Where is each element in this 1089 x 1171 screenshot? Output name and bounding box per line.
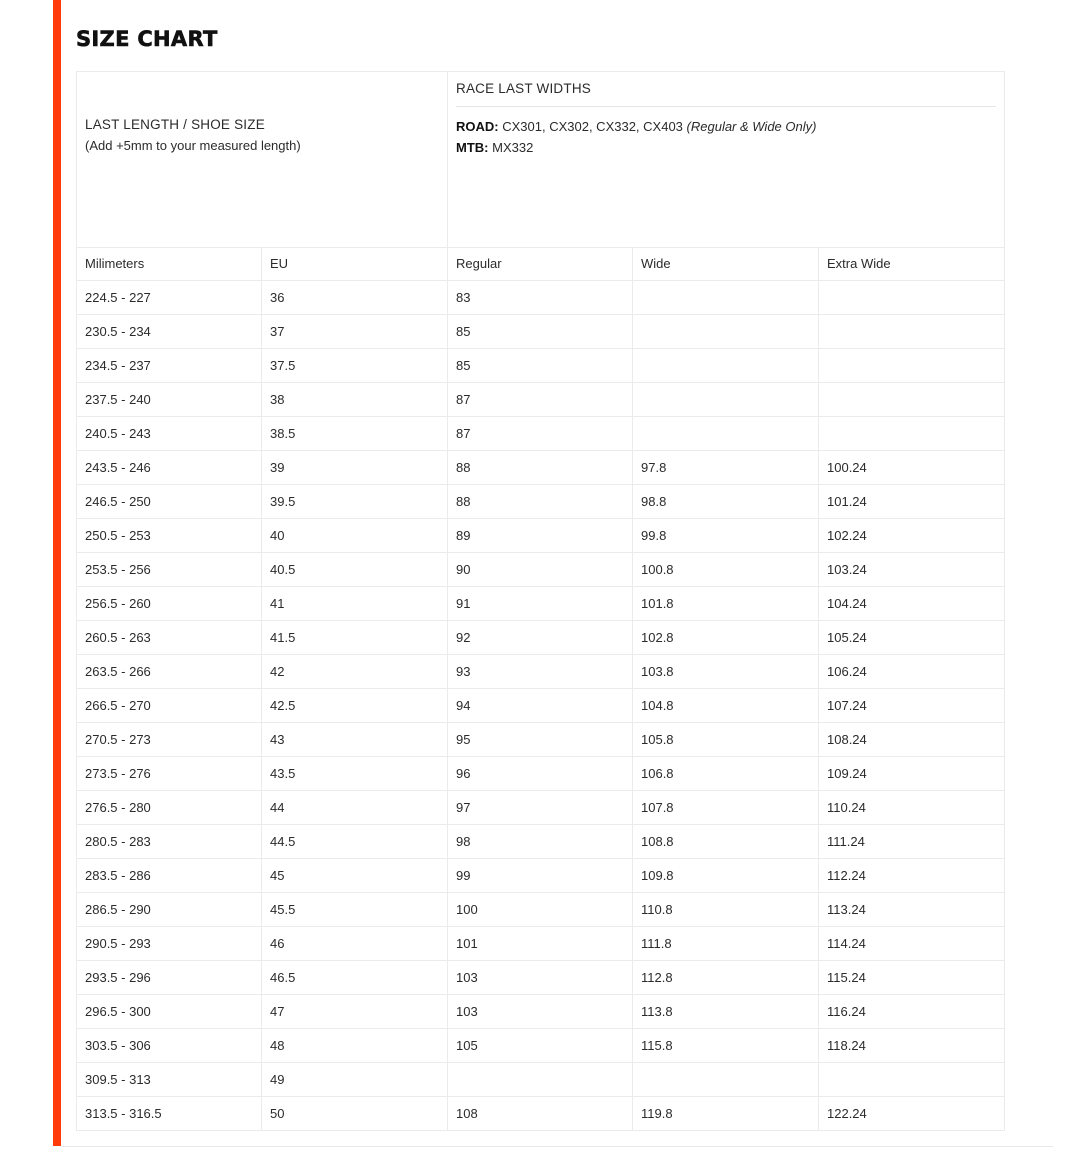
cell-milimeters: 230.5 - 234 bbox=[77, 315, 262, 349]
cell-extra-wide: 110.24 bbox=[819, 791, 1005, 825]
table-row bbox=[77, 451, 1005, 485]
cell-milimeters: 234.5 - 237 bbox=[77, 349, 262, 383]
cell-milimeters: 237.5 - 240 bbox=[77, 383, 262, 417]
mtb-label: MTB: bbox=[456, 140, 489, 155]
cell-eu: 38 bbox=[262, 383, 448, 417]
cell-regular: 96 bbox=[448, 757, 633, 791]
cell-wide: 115.8 bbox=[633, 1029, 819, 1063]
cell-regular: 103 bbox=[448, 961, 633, 995]
cell-eu: 44.5 bbox=[262, 825, 448, 859]
cell-regular: 92 bbox=[448, 621, 633, 655]
column-header-wide: Wide bbox=[633, 248, 819, 281]
cell-regular: 90 bbox=[448, 553, 633, 587]
cell-regular: 99 bbox=[448, 859, 633, 893]
cell-eu: 40 bbox=[262, 519, 448, 553]
cell-milimeters: 296.5 - 300 bbox=[77, 995, 262, 1029]
cell-eu: 37.5 bbox=[262, 349, 448, 383]
cell-milimeters: 256.5 - 260 bbox=[77, 587, 262, 621]
cell-wide: 105.8 bbox=[633, 723, 819, 757]
column-header-eu: EU bbox=[262, 248, 448, 281]
cell-extra-wide: 101.24 bbox=[819, 485, 1005, 519]
table-header-group-row bbox=[77, 72, 1005, 248]
cell-wide: 99.8 bbox=[633, 519, 819, 553]
cell-milimeters: 276.5 - 280 bbox=[77, 791, 262, 825]
cell-wide bbox=[633, 281, 819, 315]
cell-milimeters: 293.5 - 296 bbox=[77, 961, 262, 995]
cell-regular: 91 bbox=[448, 587, 633, 621]
cell-regular: 97 bbox=[448, 791, 633, 825]
cell-milimeters: 266.5 - 270 bbox=[77, 689, 262, 723]
table-row bbox=[77, 1063, 1005, 1097]
cell-milimeters: 263.5 - 266 bbox=[77, 655, 262, 689]
cell-milimeters: 286.5 - 290 bbox=[77, 893, 262, 927]
cell-wide: 109.8 bbox=[633, 859, 819, 893]
cell-extra-wide bbox=[819, 1063, 1005, 1097]
cell-extra-wide: 102.24 bbox=[819, 519, 1005, 553]
cell-milimeters: 303.5 - 306 bbox=[77, 1029, 262, 1063]
cell-regular: 95 bbox=[448, 723, 633, 757]
cell-wide: 100.8 bbox=[633, 553, 819, 587]
cell-eu: 42 bbox=[262, 655, 448, 689]
cell-regular: 88 bbox=[448, 451, 633, 485]
cell-extra-wide: 113.24 bbox=[819, 893, 1005, 927]
cell-eu: 36 bbox=[262, 281, 448, 315]
cell-eu: 46.5 bbox=[262, 961, 448, 995]
column-header-row bbox=[77, 248, 1005, 281]
cell-regular: 87 bbox=[448, 417, 633, 451]
cell-extra-wide: 111.24 bbox=[819, 825, 1005, 859]
cell-regular: 100 bbox=[448, 893, 633, 927]
table-row bbox=[77, 757, 1005, 791]
cell-milimeters: 250.5 - 253 bbox=[77, 519, 262, 553]
column-header-regular: Regular bbox=[448, 248, 633, 281]
cell-extra-wide: 122.24 bbox=[819, 1097, 1005, 1131]
cell-regular: 103 bbox=[448, 995, 633, 1029]
cell-wide: 110.8 bbox=[633, 893, 819, 927]
mtb-models: MX332 bbox=[492, 140, 534, 155]
cell-eu: 43.5 bbox=[262, 757, 448, 791]
road-label: ROAD: bbox=[456, 119, 499, 134]
cell-extra-wide: 109.24 bbox=[819, 757, 1005, 791]
cell-wide: 112.8 bbox=[633, 961, 819, 995]
cell-wide: 108.8 bbox=[633, 825, 819, 859]
cell-eu: 41.5 bbox=[262, 621, 448, 655]
cell-eu: 45.5 bbox=[262, 893, 448, 927]
cell-eu: 47 bbox=[262, 995, 448, 1029]
cell-wide: 113.8 bbox=[633, 995, 819, 1029]
cell-extra-wide: 107.24 bbox=[819, 689, 1005, 723]
last-length-note: (Add +5mm to your measured length) bbox=[85, 138, 301, 153]
cell-wide: 103.8 bbox=[633, 655, 819, 689]
cell-extra-wide bbox=[819, 417, 1005, 451]
cell-eu: 45 bbox=[262, 859, 448, 893]
race-widths-title: RACE LAST WIDTHS bbox=[456, 81, 996, 107]
cell-regular: 88 bbox=[448, 485, 633, 519]
table-row bbox=[77, 825, 1005, 859]
cell-milimeters: 270.5 - 273 bbox=[77, 723, 262, 757]
size-chart-table bbox=[76, 71, 1005, 1131]
cell-extra-wide bbox=[819, 315, 1005, 349]
cell-milimeters: 273.5 - 276 bbox=[77, 757, 262, 791]
cell-wide bbox=[633, 1063, 819, 1097]
table-row bbox=[77, 553, 1005, 587]
cell-wide: 102.8 bbox=[633, 621, 819, 655]
cell-eu: 44 bbox=[262, 791, 448, 825]
table-row bbox=[77, 315, 1005, 349]
cell-eu: 42.5 bbox=[262, 689, 448, 723]
cell-milimeters: 283.5 - 286 bbox=[77, 859, 262, 893]
table-row bbox=[77, 995, 1005, 1029]
cell-regular bbox=[448, 1063, 633, 1097]
cell-wide: 104.8 bbox=[633, 689, 819, 723]
cell-regular: 89 bbox=[448, 519, 633, 553]
table-row bbox=[77, 961, 1005, 995]
cell-milimeters: 246.5 - 250 bbox=[77, 485, 262, 519]
cell-extra-wide: 115.24 bbox=[819, 961, 1005, 995]
table-row bbox=[77, 859, 1005, 893]
cell-milimeters: 309.5 - 313 bbox=[77, 1063, 262, 1097]
cell-milimeters: 290.5 - 293 bbox=[77, 927, 262, 961]
cell-extra-wide bbox=[819, 281, 1005, 315]
cell-eu: 48 bbox=[262, 1029, 448, 1063]
bottom-divider bbox=[61, 1146, 1053, 1147]
cell-eu: 50 bbox=[262, 1097, 448, 1131]
cell-eu: 43 bbox=[262, 723, 448, 757]
cell-regular: 101 bbox=[448, 927, 633, 961]
cell-wide: 97.8 bbox=[633, 451, 819, 485]
cell-regular: 105 bbox=[448, 1029, 633, 1063]
road-note: (Regular & Wide Only) bbox=[686, 119, 817, 134]
cell-wide: 101.8 bbox=[633, 587, 819, 621]
cell-eu: 46 bbox=[262, 927, 448, 961]
cell-milimeters: 243.5 - 246 bbox=[77, 451, 262, 485]
cell-milimeters: 253.5 - 256 bbox=[77, 553, 262, 587]
table-row bbox=[77, 655, 1005, 689]
cell-extra-wide: 108.24 bbox=[819, 723, 1005, 757]
cell-regular: 108 bbox=[448, 1097, 633, 1131]
race-widths-header-cell bbox=[448, 72, 1005, 248]
cell-regular: 83 bbox=[448, 281, 633, 315]
table-row bbox=[77, 689, 1005, 723]
table-row bbox=[77, 587, 1005, 621]
cell-wide: 98.8 bbox=[633, 485, 819, 519]
table-row bbox=[77, 485, 1005, 519]
table-row bbox=[77, 1097, 1005, 1131]
cell-extra-wide: 104.24 bbox=[819, 587, 1005, 621]
cell-wide: 119.8 bbox=[633, 1097, 819, 1131]
cell-eu: 39 bbox=[262, 451, 448, 485]
cell-extra-wide: 116.24 bbox=[819, 995, 1005, 1029]
cell-extra-wide: 112.24 bbox=[819, 859, 1005, 893]
cell-extra-wide: 103.24 bbox=[819, 553, 1005, 587]
cell-regular: 85 bbox=[448, 349, 633, 383]
cell-milimeters: 313.5 - 316.5 bbox=[77, 1097, 262, 1131]
cell-eu: 38.5 bbox=[262, 417, 448, 451]
cell-wide bbox=[633, 383, 819, 417]
cell-extra-wide: 105.24 bbox=[819, 621, 1005, 655]
column-header-milimeters: Milimeters bbox=[77, 248, 262, 281]
cell-eu: 37 bbox=[262, 315, 448, 349]
cell-milimeters: 224.5 - 227 bbox=[77, 281, 262, 315]
table-row bbox=[77, 417, 1005, 451]
table-row bbox=[77, 621, 1005, 655]
last-length-header-cell bbox=[77, 72, 448, 248]
table-row bbox=[77, 349, 1005, 383]
cell-eu: 49 bbox=[262, 1063, 448, 1097]
cell-regular: 94 bbox=[448, 689, 633, 723]
cell-extra-wide bbox=[819, 349, 1005, 383]
table-row bbox=[77, 1029, 1005, 1063]
table-row bbox=[77, 791, 1005, 825]
cell-regular: 85 bbox=[448, 315, 633, 349]
cell-regular: 98 bbox=[448, 825, 633, 859]
table-row bbox=[77, 723, 1005, 757]
cell-regular: 87 bbox=[448, 383, 633, 417]
mtb-models-line bbox=[456, 137, 996, 158]
table-row bbox=[77, 281, 1005, 315]
cell-extra-wide: 106.24 bbox=[819, 655, 1005, 689]
cell-eu: 41 bbox=[262, 587, 448, 621]
cell-wide: 111.8 bbox=[633, 927, 819, 961]
cell-extra-wide: 114.24 bbox=[819, 927, 1005, 961]
accent-bar bbox=[53, 0, 61, 1146]
cell-milimeters: 240.5 - 243 bbox=[77, 417, 262, 451]
cell-wide: 106.8 bbox=[633, 757, 819, 791]
road-models-line bbox=[456, 116, 996, 137]
table-row bbox=[77, 519, 1005, 553]
cell-wide bbox=[633, 349, 819, 383]
cell-wide bbox=[633, 417, 819, 451]
road-models: CX301, CX302, CX332, CX403 bbox=[502, 119, 683, 134]
table-row bbox=[77, 927, 1005, 961]
last-length-title: LAST LENGTH / SHOE SIZE bbox=[85, 117, 265, 132]
page-title: SIZE CHART bbox=[76, 27, 218, 51]
cell-milimeters: 260.5 - 263 bbox=[77, 621, 262, 655]
table-row bbox=[77, 893, 1005, 927]
cell-extra-wide: 100.24 bbox=[819, 451, 1005, 485]
cell-extra-wide bbox=[819, 383, 1005, 417]
cell-eu: 40.5 bbox=[262, 553, 448, 587]
cell-milimeters: 280.5 - 283 bbox=[77, 825, 262, 859]
cell-wide bbox=[633, 315, 819, 349]
cell-wide: 107.8 bbox=[633, 791, 819, 825]
cell-extra-wide: 118.24 bbox=[819, 1029, 1005, 1063]
column-header-extra-wide: Extra Wide bbox=[819, 248, 1005, 281]
cell-regular: 93 bbox=[448, 655, 633, 689]
table-row bbox=[77, 383, 1005, 417]
cell-eu: 39.5 bbox=[262, 485, 448, 519]
